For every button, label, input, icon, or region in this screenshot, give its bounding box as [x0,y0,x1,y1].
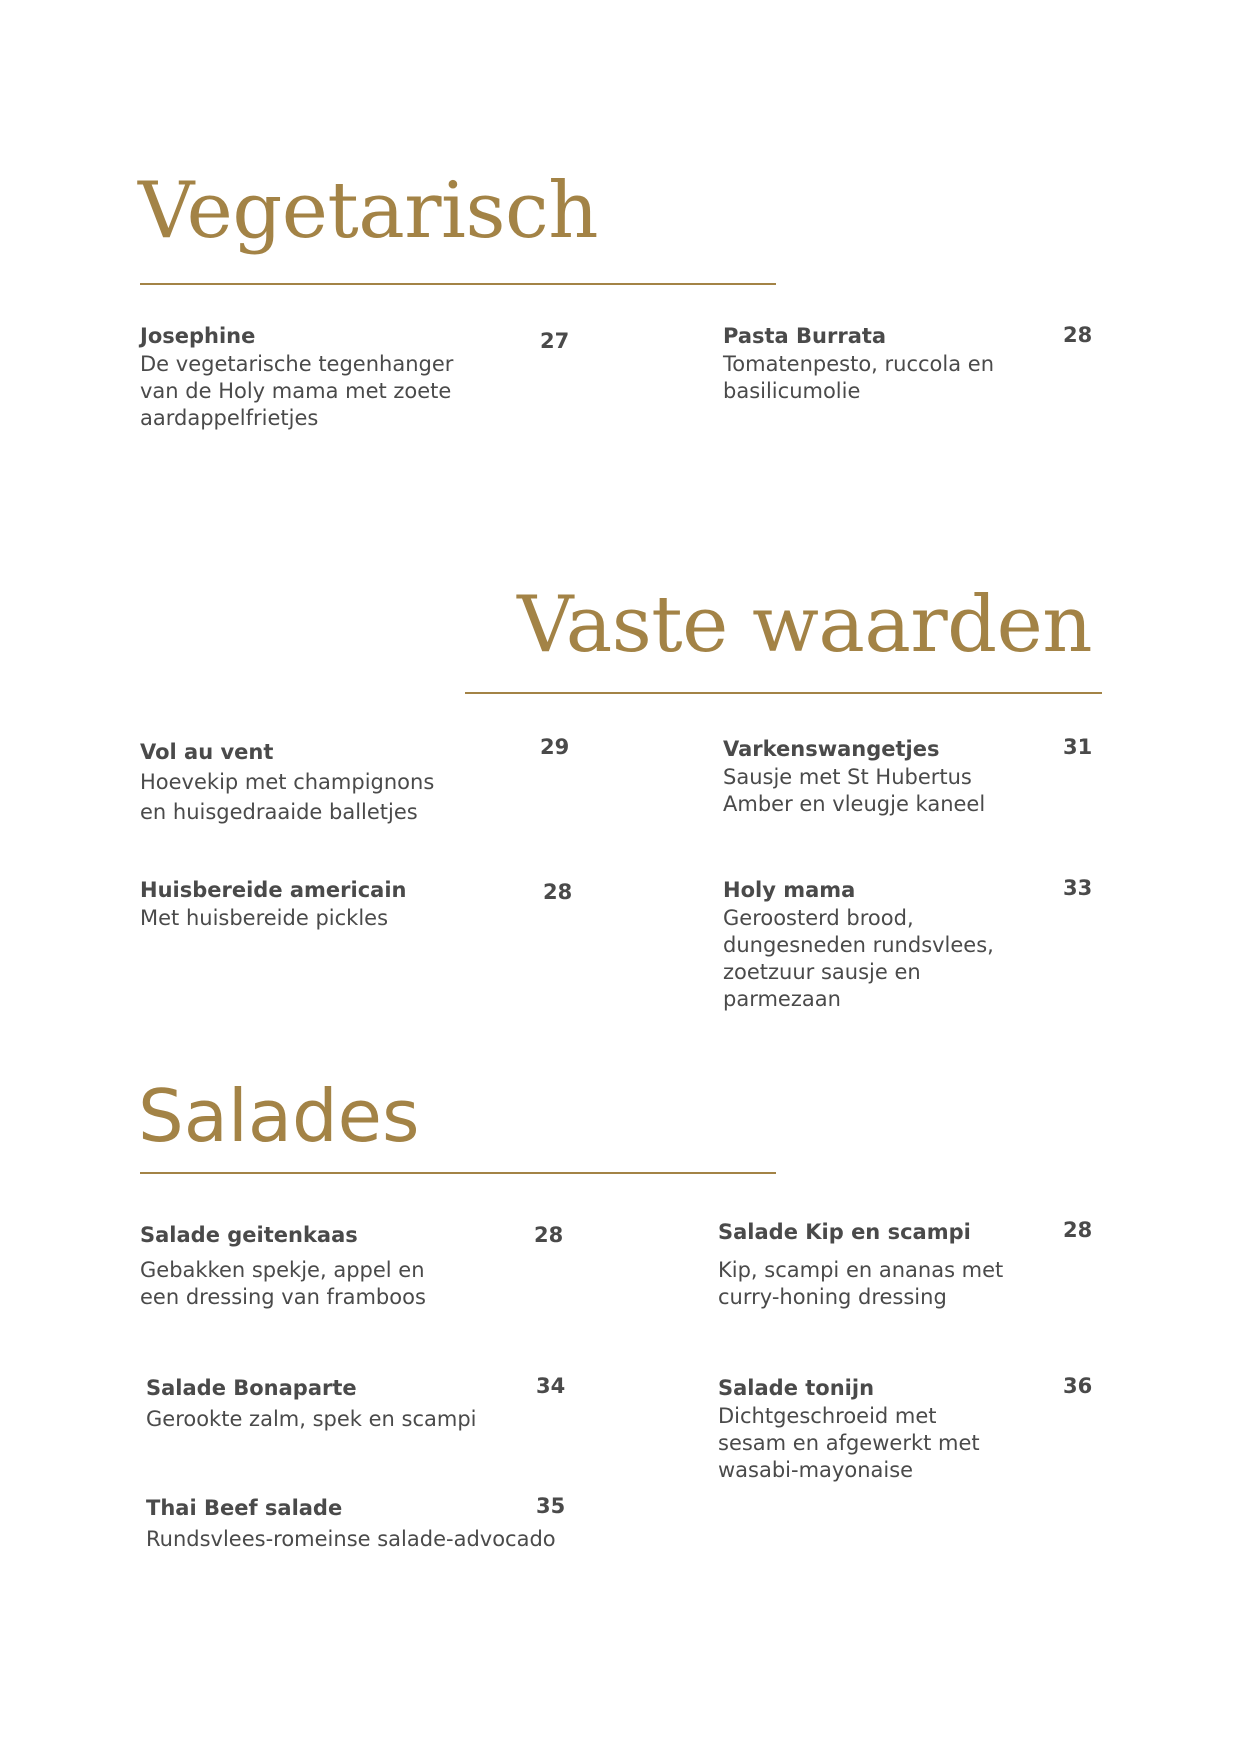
menu-item [718,1218,1018,1311]
item-name: Salade Kip en scampi [718,1220,971,1244]
section-divider [140,283,776,285]
item-name: Thai Beef salade [146,1496,343,1520]
menu-item [723,322,1023,405]
item-name: Josephine [140,324,256,348]
item-name: Pasta Burrata [723,324,887,348]
menu-item [140,322,470,432]
item-description: Rundsvlees-romeinse salade-advocado [146,1527,556,1551]
item-price: 28 [534,1223,564,1247]
item-price: 29 [540,735,570,759]
item-name: Salade geitenkaas [140,1223,358,1247]
section-title-salades: Salades [138,1074,420,1158]
menu-item [723,876,1043,1013]
item-price: 28 [1063,1218,1093,1242]
item-name: Salade tonijn [718,1376,875,1400]
menu-item [146,1494,586,1553]
item-description: Geroosterd brood, dungesneden rundsvlees, zoetzuur sausje en parmezaan [723,906,994,1011]
item-description: Tomatenpesto, ruccola en basilicumolie [723,352,995,403]
item-description: Dichtgeschroeid met sesam en afgewerkt met wasabi-mayonaise [718,1404,980,1482]
item-description: Kip, scampi en ananas met curry-honing dressing [718,1258,1004,1309]
item-price: 28 [1063,323,1093,347]
item-description: Met huisbereide pickles [140,906,389,930]
menu-item [146,1374,546,1433]
item-name: Salade Bonaparte [146,1376,357,1400]
section-divider [465,692,1102,694]
item-name: Varkenswangetjes [723,737,940,761]
item-name: Holy mama [723,878,856,902]
item-description: Gerookte zalm, spek en scampi [146,1407,477,1431]
item-description: De vegetarische tegenhanger van de Holy mama met zoete aardappelfrietjes [140,352,454,430]
section-title-vaste-waarden: Vaste waarden [517,580,1092,670]
item-price: 34 [536,1374,566,1398]
item-description: Sausje met St Hubertus Amber en vleugje kaneel [723,765,986,816]
item-name: Huisbereide americain [140,878,407,902]
menu-item [140,876,500,932]
item-price: 35 [536,1494,566,1518]
item-description: Gebakken spekje, appel en een dressing van framboos [140,1258,426,1309]
item-price: 28 [543,880,573,904]
item-price: 33 [1063,876,1093,900]
menu-item [723,735,1013,818]
item-price: 31 [1063,735,1093,759]
section-title-vegetarisch: Vegetarisch [138,166,598,256]
menu-item [140,738,460,827]
item-name: Vol au vent [140,740,274,764]
item-price: 36 [1063,1374,1093,1398]
section-divider [140,1172,776,1174]
menu-item [140,1221,460,1311]
item-description: Hoevekip met champignons en huisgedraaide balletjes [140,770,435,824]
item-price: 27 [540,329,570,353]
menu-item [718,1374,1008,1484]
